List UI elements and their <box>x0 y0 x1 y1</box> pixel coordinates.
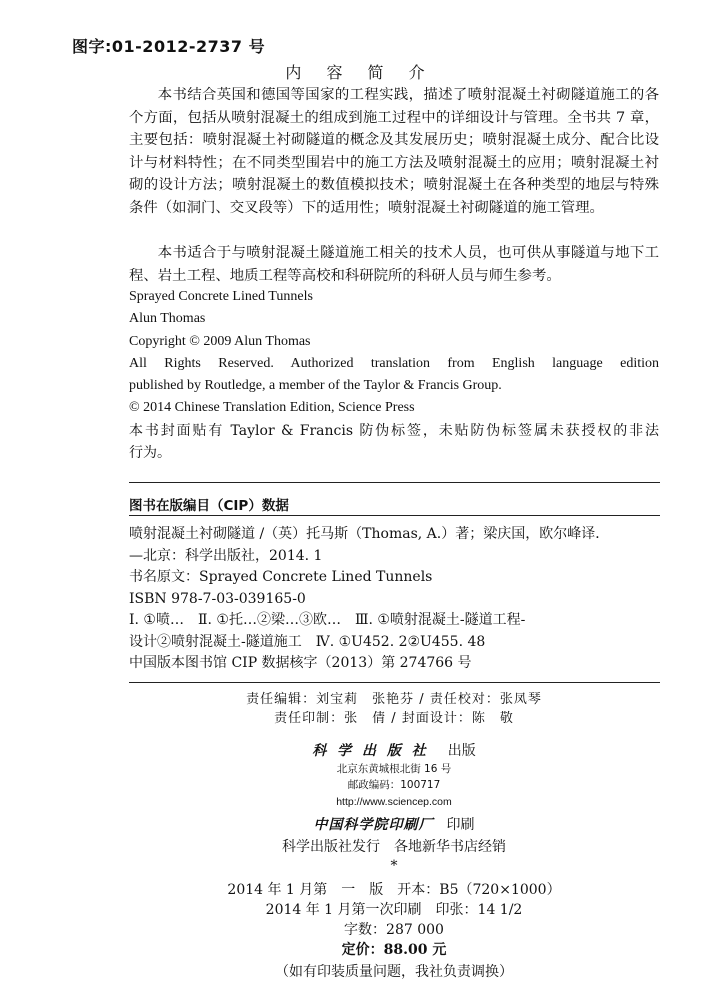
staff-line: 责任印制：张 倩 / 封面设计：陈 敬 <box>274 711 514 726</box>
copyright-block <box>129 286 659 464</box>
distribution-line: 科学出版社发行 各地新华书店经销 <box>282 839 506 855</box>
cip-line: ISBN 978-7-03-039165-0 <box>129 590 306 607</box>
cip-line: 设计②喷射混凝土-隧道施工 Ⅳ. ①U452. 2②U455. 48 <box>129 633 486 650</box>
price: 定价：88.00 元 <box>341 942 447 958</box>
staff-credits <box>129 690 659 728</box>
edition-line-2: 2014 年 1 月第一次印刷 印张：14 1/2 <box>265 902 523 918</box>
rights-line-2: published by Routledge, a member of the Taylor & Francis Group. <box>129 378 502 394</box>
printer-name: 中国科学院印刷厂 <box>313 817 434 833</box>
intro-paragraph-1: 本书结合英国和德国等国家的工程实践，描述了喷射混凝土衬砌隧道施工的各个方面，包括从喷射混凝土的组成到施工过程中的详细设计与管理。全书共 7 章，主要包括：喷射混凝土衬砌隧道的概念及其发展历史；喷射混凝土成分、配合比设计与材料特性；在不同类型围岩中的施工方法及喷射混凝土的应用；喷射混凝土衬砌的设计方法；喷射混凝土的数值模拟技术；喷射混凝土在各种类型的地层与特殊条件（如洞门、交叉段等）下的适用性；喷射混凝土衬砌隧道的施工管理。 <box>129 87 659 216</box>
cip-bottom-divider <box>129 682 660 683</box>
original-title: Sprayed Concrete Lined Tunnels <box>129 289 313 304</box>
publisher-name: 科 学 出 版 社 <box>312 743 429 759</box>
word-count: 字数：287 000 <box>344 922 444 938</box>
cip-line: 书名原文：Sprayed Concrete Lined Tunnels <box>129 569 433 585</box>
rights-line-1: All Rights Reserved. Authorized translation from English language edition <box>129 355 659 371</box>
cip-line: 喷射混凝土衬砌隧道 /（英）托马斯（Thomas, A.）著；梁庆国，欧尔峰译． <box>129 526 610 542</box>
printer-action: 印刷 <box>446 817 475 833</box>
cip-line: —北京：科学出版社，2014. 1 <box>129 547 323 564</box>
label-notice-line-1: 本书封面贴有 Taylor & Francis 防伪标签，未贴防伪标签属未获授权的非法 <box>129 422 659 439</box>
cip-heading: 图书在版编目（CIP）数据 <box>129 498 289 514</box>
top-divider <box>129 482 660 483</box>
cip-line: Ⅰ. ①喷… Ⅱ. ①托…②梁…③欧… Ⅲ. ①喷射混凝土-隧道工程- <box>129 612 526 628</box>
publisher-url: http://www.sciencep.com <box>336 796 452 808</box>
edition-line-1: 2014 年 1 月第 一 版 开本：B5（720×1000） <box>227 882 561 898</box>
registration-number: 图字:01-2012-2737 号 <box>72 37 266 56</box>
publisher-postcode: 邮政编码：100717 <box>347 779 441 791</box>
publisher-address: 北京东黄城根北街 16 号 <box>336 763 452 775</box>
separator-star: * <box>390 858 398 874</box>
cip-line: 中国版本图书馆 CIP 数据核字（2013）第 274766 号 <box>129 655 472 671</box>
original-author: Alun Thomas <box>129 311 206 327</box>
copyright-line: Copyright © 2009 Alun Thomas <box>129 333 311 349</box>
publisher-block <box>129 740 659 874</box>
page-title: 内 容 简 介 <box>285 63 435 82</box>
cip-divider <box>129 515 660 516</box>
intro-paragraph-2: 本书适合于与喷射混凝土隧道施工相关的技术人员，也可供从事隧道与地下工程、岩土工程、地质工程等高校和科研院所的科研人员与师生参考。 <box>129 245 659 284</box>
cip-block <box>129 524 659 675</box>
staff-line: 责任编辑：刘宝莉 张艳芬 / 责任校对：张凤琴 <box>246 692 542 707</box>
return-notice: （如有印装质量问题，我社负责调换） <box>275 964 513 980</box>
edition-block <box>129 880 659 983</box>
publisher-action: 出版 <box>447 743 476 759</box>
translation-line: © 2014 Chinese Translation Edition, Science Press <box>129 400 415 416</box>
label-notice-line-2: 行为。 <box>129 445 171 462</box>
